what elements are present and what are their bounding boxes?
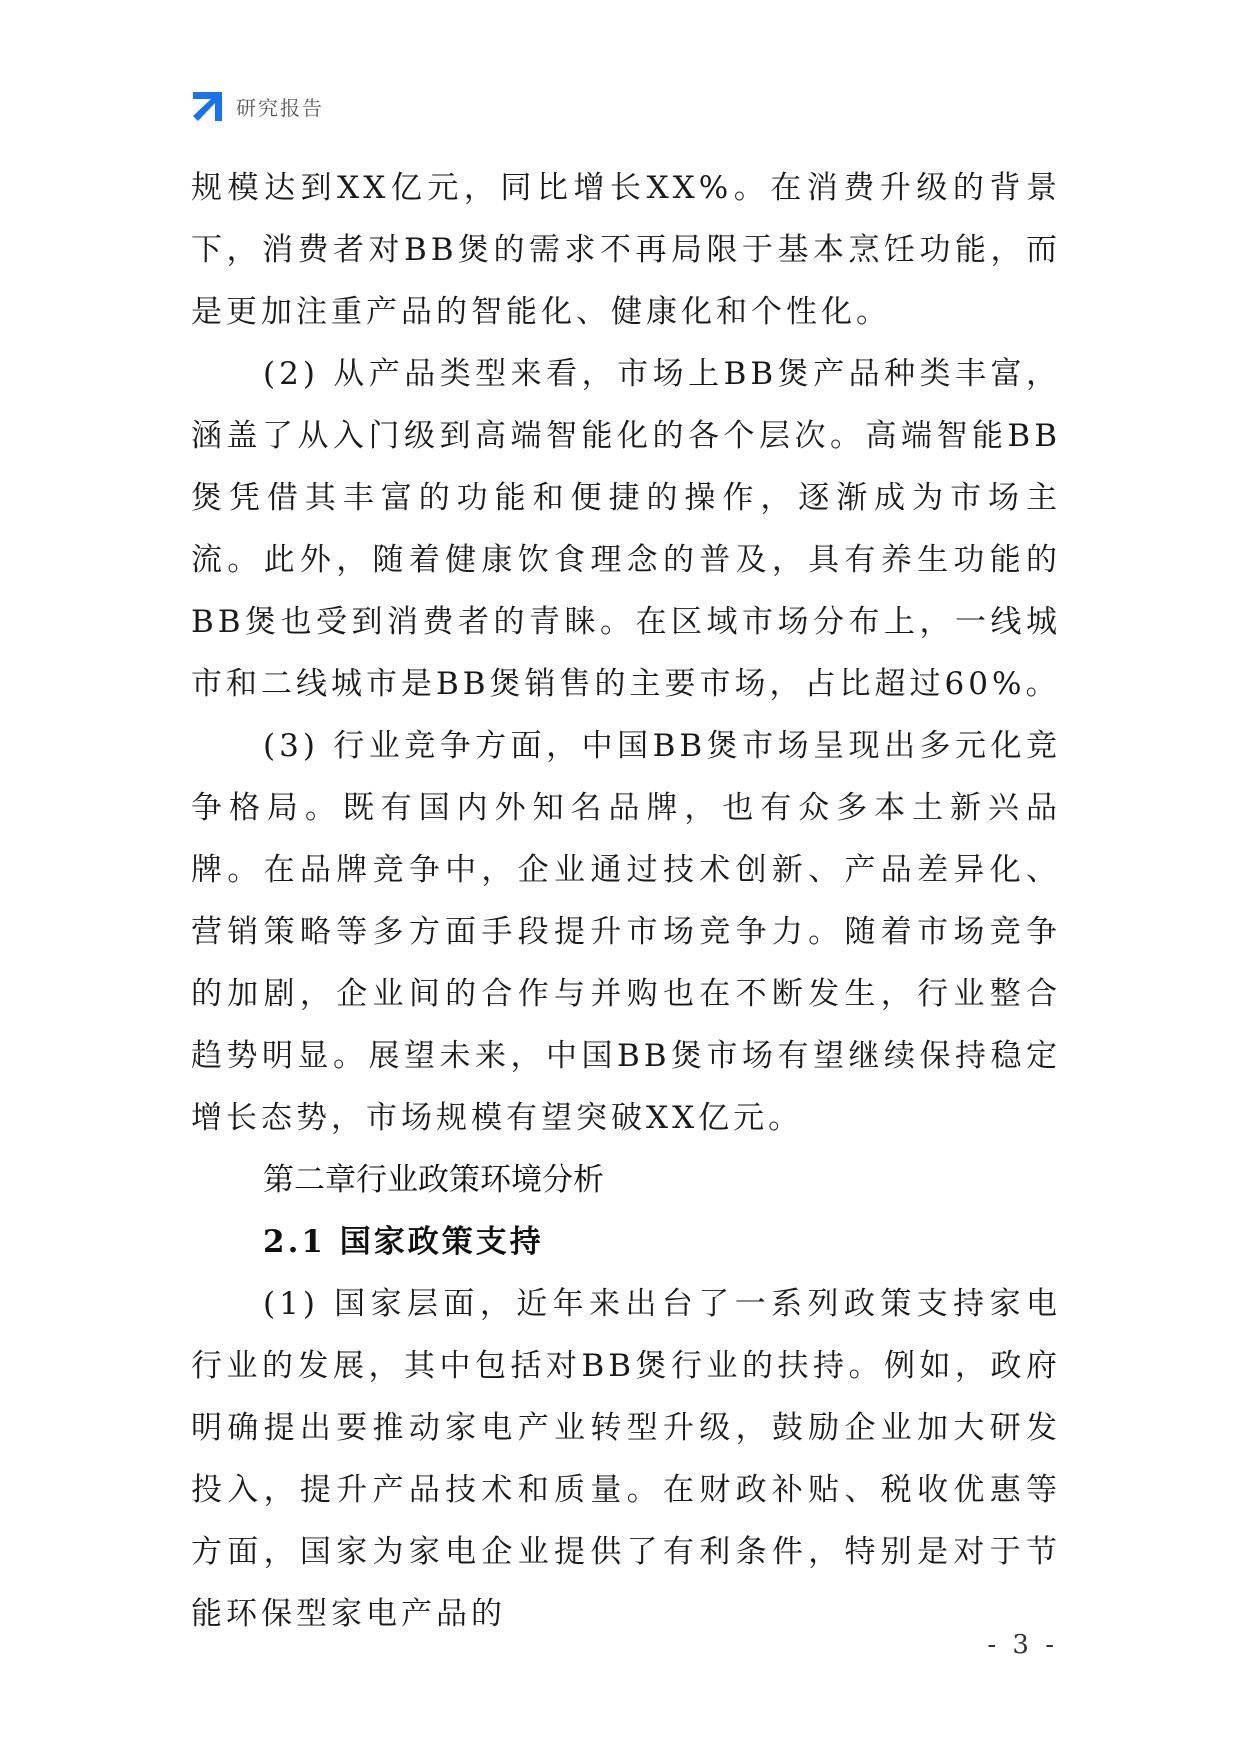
document-body: [191, 157, 1061, 1645]
paragraph-competition: (3) 行业竞争方面，中国BB煲市场呈现出多元化竞争格局。既有国内外知名品牌，也有众多本土新兴品牌。在品牌竞争中，企业通过技术创新、产品差异化、营销策略等多方面手段提升市场竞争力。随着市场竞争的加剧，企业间的合作与并购也在不断发生，行业整合趋势明显。展望未来，中国BB煲市场有望继续保持稳定增长态势，市场规模有望突破XX亿元。: [191, 728, 1061, 1136]
arrow-logo-icon: [191, 90, 224, 123]
paragraph-national-policy: (1) 国家层面，近年来出台了一系列政策支持家电行业的发展，其中包括对BB煲行业的扶持。例如，政府明确提出要推动家电产业转型升级，鼓励企业加大研发投入，提升产品技术和质量。在财政补贴、税收优惠等方面，国家为家电企业提供了有利条件，特别是对于节能环保型家电产品的: [191, 1286, 1061, 1632]
section-heading: 2.1 国家政策支持: [263, 1224, 544, 1260]
header-title: 研究报告: [236, 95, 324, 120]
paragraph-continued: 规模达到XX亿元，同比增长XX%。在消费升级的背景下，消费者对BB煲的需求不再局限于基本烹饪功能，而是更加注重产品的智能化、健康化和个性化。: [191, 170, 1061, 330]
report-header: [191, 88, 324, 124]
chapter-heading: 第二章行业政策环境分析: [263, 1162, 604, 1198]
paragraph-product-types: (2) 从产品类型来看，市场上BB煲产品种类丰富，涵盖了从入门级到高端智能化的各个层次。高端智能BB煲凭借其丰富的功能和便捷的操作，逐渐成为市场主流。此外，随着健康饮食理念的普及，具有养生功能的BB煲也受到消费者的青睐。在区域市场分布上，一线城市和二线城市是BB煲销售的主要市场，占比超过60%。: [191, 356, 1061, 702]
page-number: - 3 -: [987, 1630, 1058, 1660]
